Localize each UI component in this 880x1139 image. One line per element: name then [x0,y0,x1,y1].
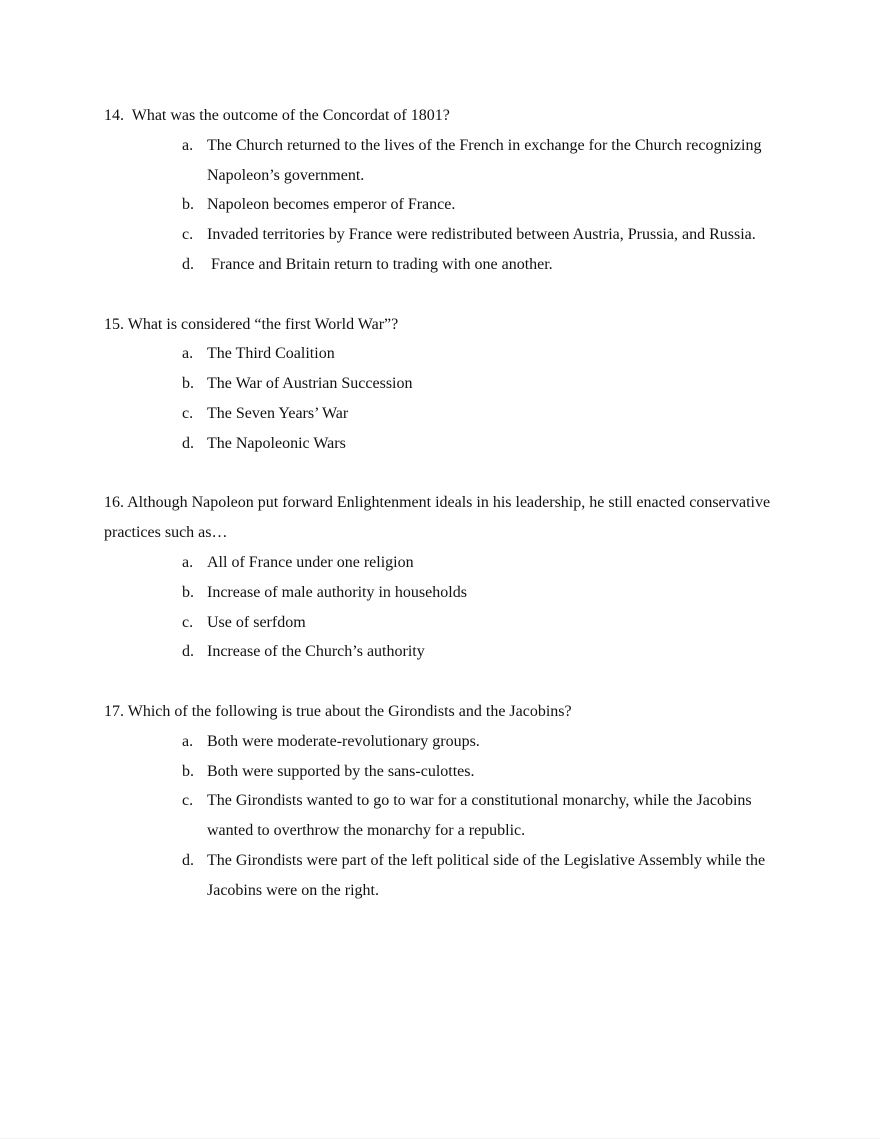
question-16 [104,488,784,667]
option-a: a. The Third Coalition [182,345,335,363]
question-text: 16. Although Napoleon put forward Enlightenment ideals in his leadership, he still enacted conservative practices such as… [104,494,771,542]
option-a: a. The Church returned to the lives of the French in exchange for the Church recognizing Napoleon’s government. [182,136,766,184]
option-c: c. Invaded territories by France were redistributed between Austria, Prussia, and Russia. [182,226,756,244]
option-d: d. The Napoleonic Wars [182,434,346,452]
option-d: d. France and Britain return to trading with one another. [182,255,553,273]
option-c: c. The Seven Years’ War [182,404,349,422]
option-a: a. Both were moderate-revolutionary groups. [182,732,480,750]
option-b: b. Increase of male authority in households [182,583,467,601]
option-b: b. The War of Austrian Succession [182,375,413,393]
option-a: a. All of France under one religion [182,553,414,571]
option-b: b. Both were supported by the sans-culottes. [182,762,475,780]
question-text: 15. What is considered “the first World War”? [104,315,399,333]
question-text: 14. What was the outcome of the Concordat of 1801? [104,107,450,124]
option-b: b. Napoleon becomes emperor of France. [182,196,456,214]
option-c: c. Use of serfdom [182,613,306,631]
option-d: d. Increase of the Church’s authority [182,643,425,661]
question-14 [104,101,784,280]
option-d: d. The Girondists were part of the left political side of the Legislative Assembly while the Jacobins were on the right. [182,851,770,899]
question-text: 17. Which of the following is true about the Girondists and the Jacobins? [104,702,572,720]
document-page [104,101,784,935]
option-c: c. The Girondists wanted to go to war for a constitutional monarchy, while the Jacobins wanted to overthrow the monarchy for a republic. [182,792,756,840]
question-15 [104,310,784,459]
question-17 [104,697,784,906]
